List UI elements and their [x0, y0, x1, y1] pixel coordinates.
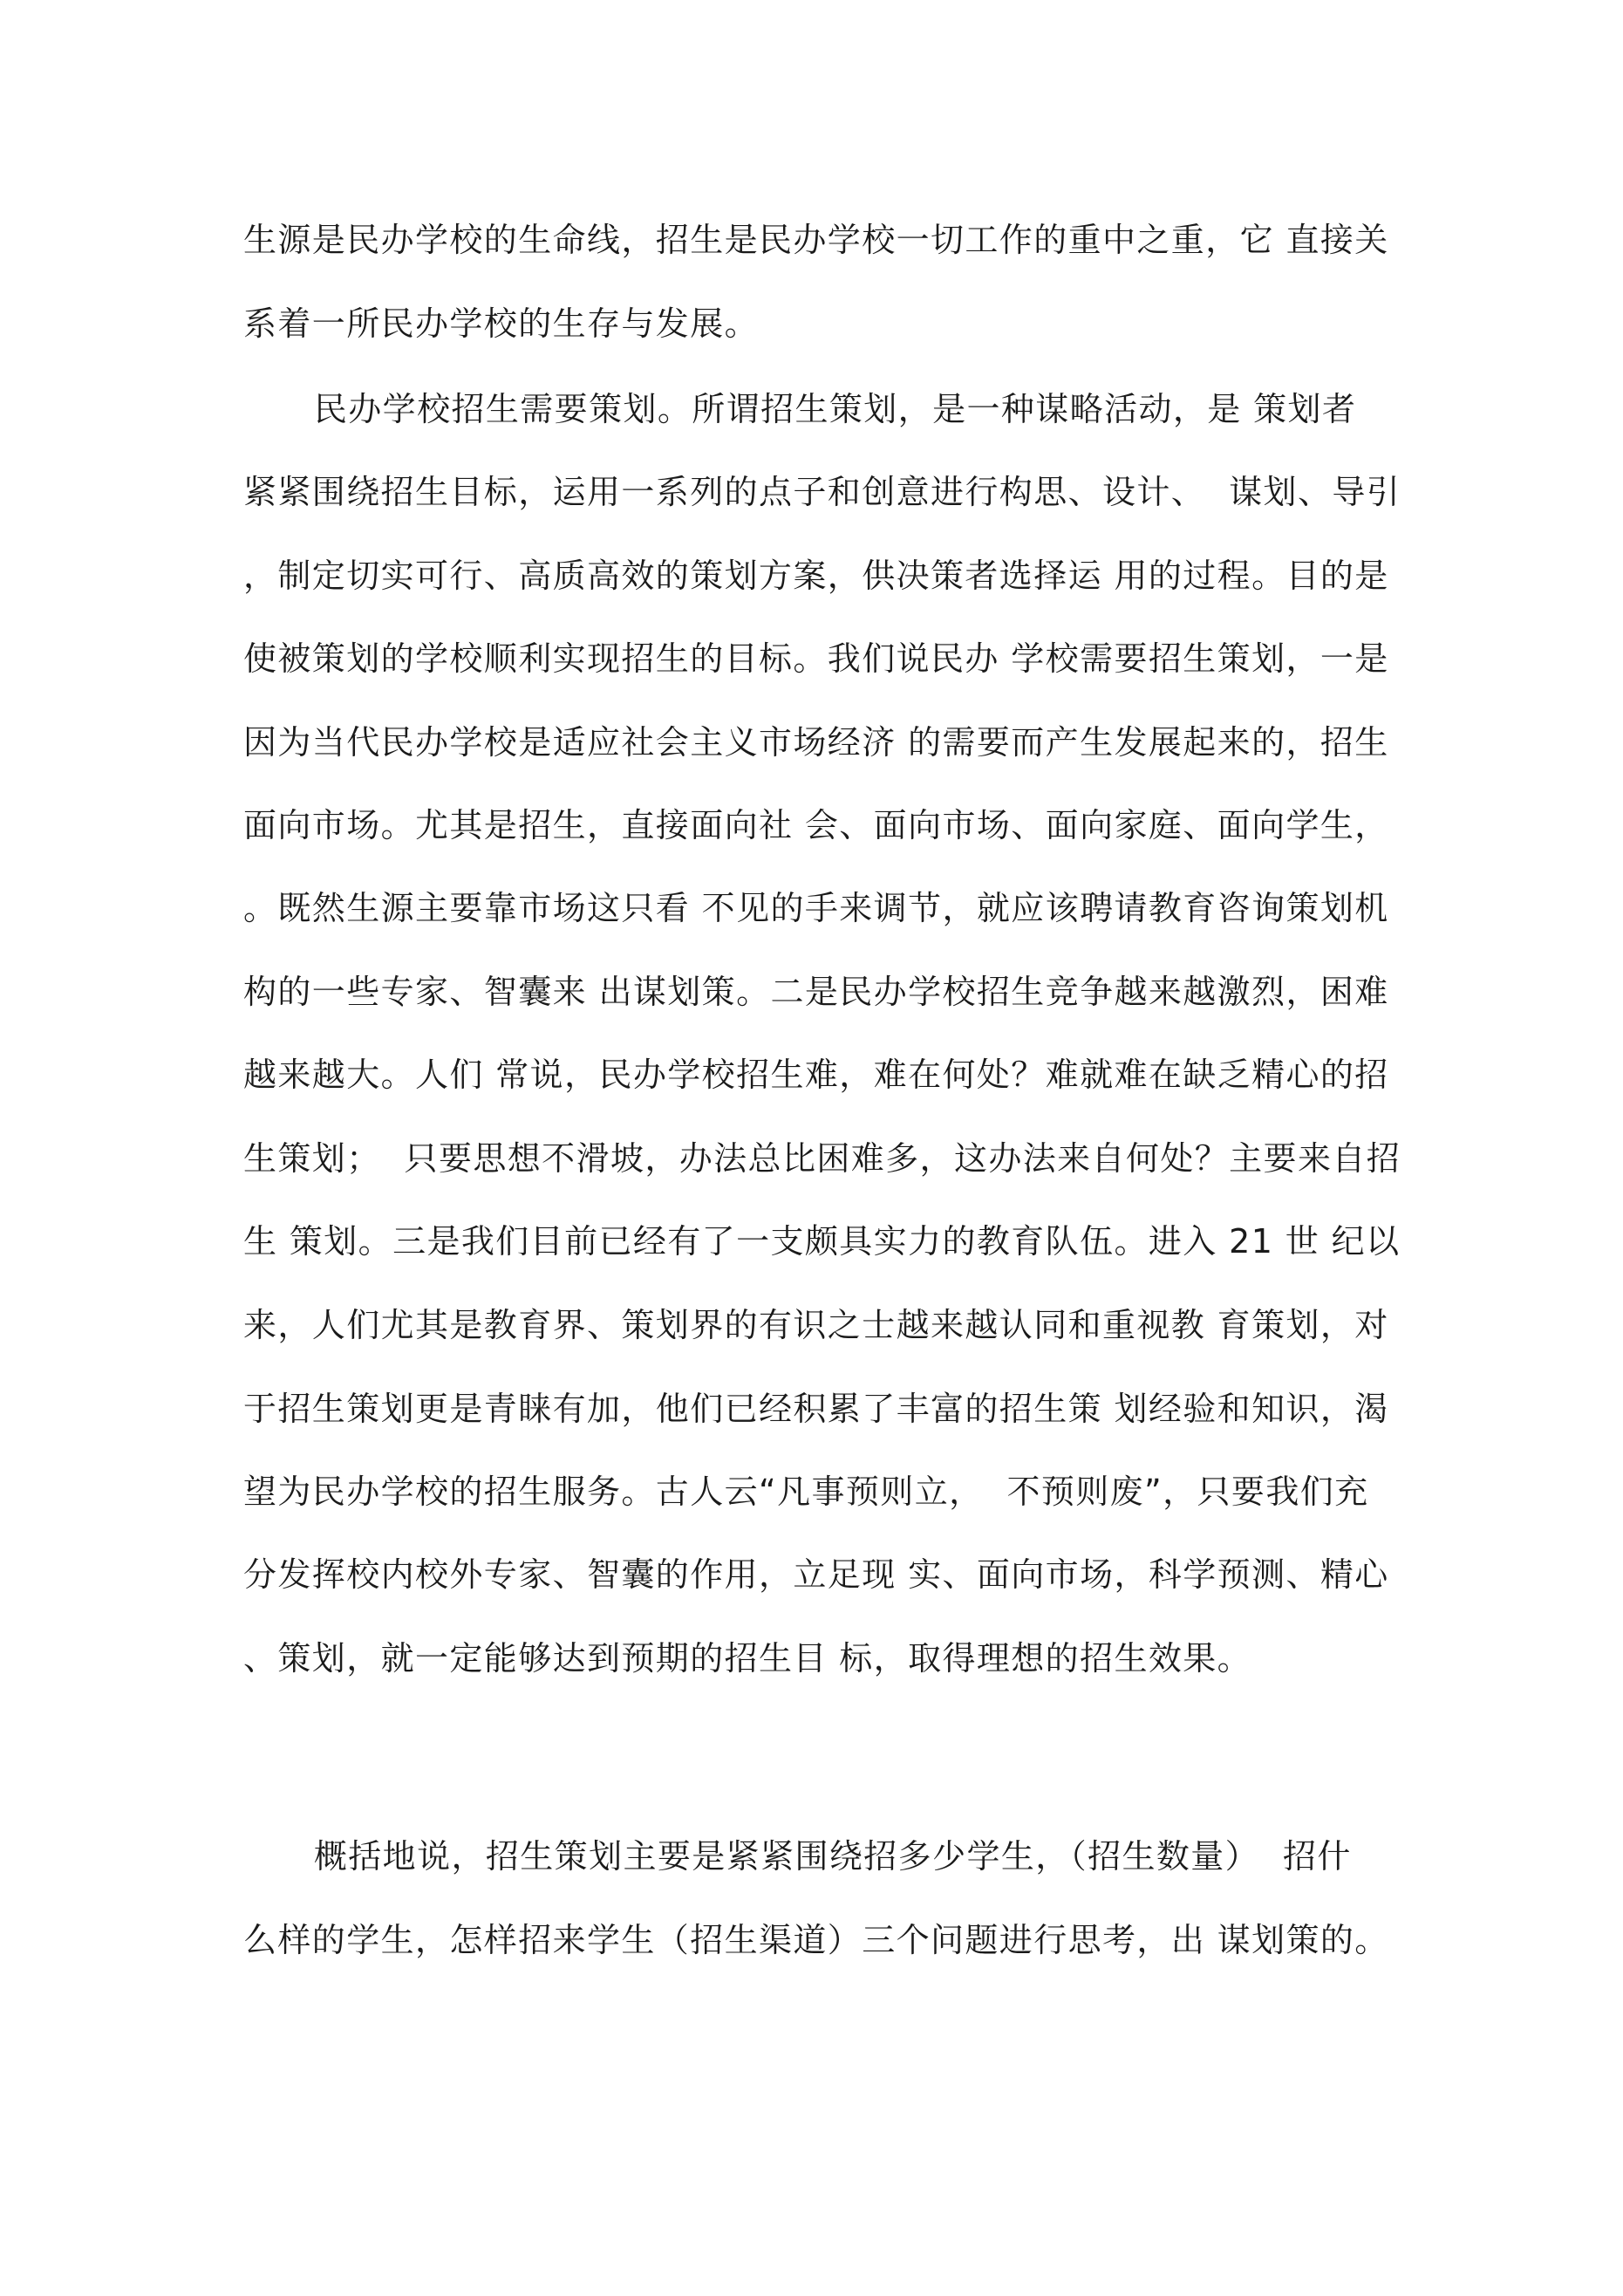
text-line: 么样的学生，怎样招来学生（招生渠道）三个问题进行思考，出 谋划策的。 [243, 1921, 1389, 1959]
text-line: 。既然生源主要靠市场这只看 不见的手来调节，就应该聘请教育咨询策划机 [243, 889, 1389, 927]
text-line: ，制定切实可行、高质高效的策划方案，供决策者选择运 用的过程。目的是 [243, 557, 1389, 595]
text-line: 紧紧围绕招生目标，运用一系列的点子和创意进行构思、设计、 谋划、导引 [243, 473, 1401, 511]
text-line: 于招生策划更是青睐有加，他们已经积累了丰富的招生策 划经验和知识，渴 [243, 1390, 1389, 1428]
text-line: 、策划，就一定能够达到预期的招生目 标，取得理想的招生效果。 [243, 1639, 1252, 1678]
text-line: 越来越大。人们 常说，民办学校招生难，难在何处？难就难在缺乏精心的招 [243, 1056, 1389, 1094]
text-line: 使被策划的学校顺利实现招生的目标。我们说民办 学校需要招生策划，一是 [243, 639, 1389, 678]
text-line: 生策划； 只要思想不滑坡，办法总比困难多，这办法来自何处？主要来自招 [243, 1139, 1401, 1178]
text-line: 面向市场。尤其是招生，直接面向社 会、面向市场、面向家庭、面向学生， [243, 806, 1389, 844]
text-line: 望为民办学校的招生服务。古人云“凡事预则立， 不预则废”，只要我们充 [243, 1473, 1369, 1511]
text-line: 系着一所民办学校的生存与发展。 [243, 304, 760, 343]
text-line: 概括地说，招生策划主要是紧紧围绕招多少学生，（招生数量） 招什 [243, 1837, 1352, 1876]
text-line: 分发挥校内校外专家、智囊的作用，立足现 实、面向市场，科学预测、精心 [243, 1555, 1389, 1594]
text-line: 构的一些专家、智囊来 出谋划策。二是民办学校招生竞争越来越激烈，困难 [243, 973, 1389, 1011]
text-line: 来，人们尤其是教育界、策划界的有识之士越来越认同和重视教 育策划，对 [243, 1306, 1389, 1344]
text-line: 生 策划。三是我们目前已经有了一支颇具实力的教育队伍。进入 21 世 纪以 [243, 1222, 1401, 1261]
text-line: 因为当代民办学校是适应社会主义市场经济 的需要而产生发展起来的，招生 [243, 723, 1389, 762]
text-line: 民办学校招生需要策划。所谓招生策划，是一种谋略活动，是 策划者 [243, 390, 1357, 428]
text-line: 生源是民办学校的生命线，招生是民办学校一切工作的重中之重，它 直接关 [243, 221, 1389, 259]
